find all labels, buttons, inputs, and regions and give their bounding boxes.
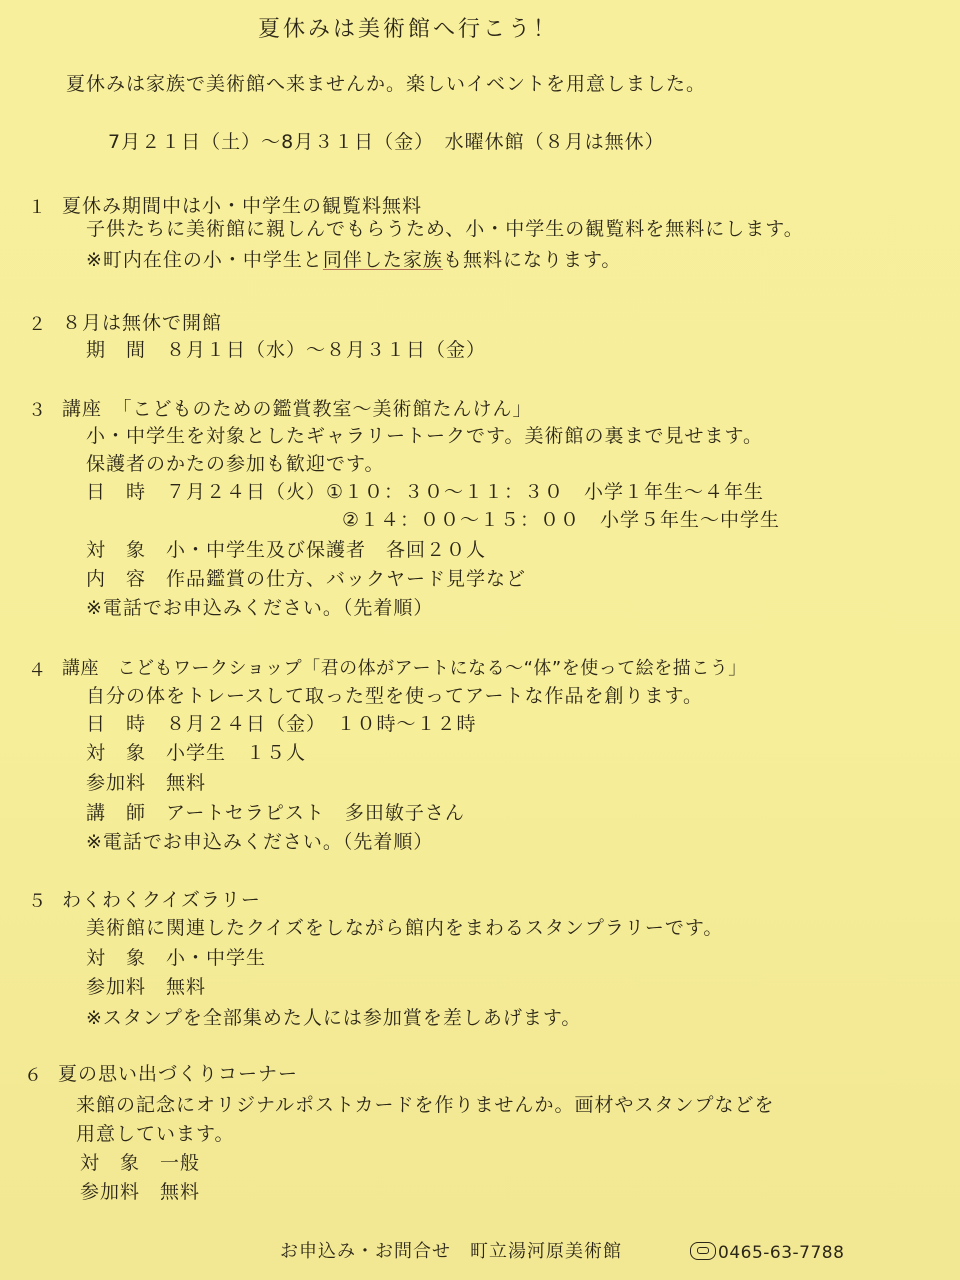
- section-3-line-2: 保護者のかたの参加も歓迎です。: [86, 453, 385, 475]
- section-3-line-6: 内 容 作品鑑賞の仕方、バックヤード見学など: [86, 568, 527, 590]
- footer-phone: 0465-63-7788: [718, 1243, 845, 1263]
- section-5-line-1: 美術館に関連したクイズをしながら館内をまわるスタンプラリーです。: [86, 917, 724, 939]
- section-4-number: ４: [28, 660, 47, 681]
- section-4-line-1: 自分の体をトレースして取った型を使ってアートな作品を創ります。: [86, 685, 703, 707]
- section-2-number: ２: [28, 314, 47, 335]
- event-period: 7月２１日（土）～8月３１日（金） 水曜休館（８月は無休）: [108, 131, 665, 153]
- section-3-line-4: ②１４：００～１５：００ 小学５年生～中学生: [342, 509, 781, 531]
- section-1-line-1: 子供たちに美術館に親しんでもらうため、小・中学生の観覧料を無料にします。: [86, 218, 804, 240]
- section-6-line-2: 用意しています。: [76, 1123, 235, 1145]
- telephone-icon: [690, 1242, 716, 1260]
- section-3-line-7: ※電話でお申込みください。（先着順）: [86, 597, 434, 619]
- footer-contact: お申込み・お問合せ 町立湯河原美術館: [280, 1241, 622, 1262]
- section-1-note-underlined: 同伴した家族: [322, 249, 443, 271]
- section-3-line-3: 日 時 ７月２４日（火）①１０：３０～１１：３０ 小学１年生～４年生: [86, 481, 765, 503]
- section-6-heading: 夏の思い出づくりコーナー: [58, 1063, 299, 1085]
- section-5-line-2: 対 象 小・中学生: [86, 947, 267, 969]
- section-4-heading: 講座 こどもワークショップ「君の体がアートになる～“体”を使って絵を描こう」: [62, 658, 747, 679]
- section-1-note-start: ※町内在住の小・中学生と: [86, 249, 323, 271]
- section-4-line-5: 講 師 アートセラピスト 多田敏子さん: [86, 802, 465, 824]
- section-4-line-2: 日 時 ８月２４日（金） １０時～１２時: [86, 713, 477, 735]
- section-1-heading: 夏休み期間中は小・中学生の観覧料無料: [62, 195, 423, 217]
- section-1-line-2: [86, 248, 621, 272]
- page-title: 夏休みは美術館へ行こう！: [258, 17, 559, 42]
- section-6-number: ６: [24, 1065, 43, 1086]
- section-4-line-6: ※電話でお申込みください。（先着順）: [86, 831, 434, 853]
- section-2-heading: ８月は無休で開館: [62, 312, 223, 334]
- section-2-line-1: 期 間 ８月１日（水）～８月３１日（金）: [86, 339, 487, 361]
- intro-text: 夏休みは家族で美術館へ来ませんか。楽しいイベントを用意しました。: [66, 73, 707, 95]
- section-5-line-4: ※スタンプを全部集めた人には参加賞を差しあげます。: [86, 1007, 582, 1029]
- section-1-note-end: も無料になります。: [442, 249, 622, 271]
- section-6-line-3: 対 象 一般: [80, 1152, 201, 1174]
- section-3-number: ３: [28, 400, 47, 421]
- section-3-line-5: 対 象 小・中学生及び保護者 各回２０人: [86, 539, 487, 561]
- section-5-line-3: 参加料 無料: [86, 976, 207, 998]
- footer-phone-wrap: [690, 1241, 844, 1265]
- section-4-line-3: 対 象 小学生 １５人: [86, 742, 307, 764]
- section-6-line-4: 参加料 無料: [80, 1181, 201, 1203]
- section-1-number: １: [28, 197, 47, 218]
- section-5-number: ５: [28, 891, 47, 912]
- section-4-line-4: 参加料 無料: [86, 772, 207, 794]
- section-3-line-1: 小・中学生を対象としたギャラリートークです。美術館の裏まで見せます。: [86, 425, 763, 447]
- section-3-heading: 講座 「こどものための鑑賞教室～美術館たんけん」: [62, 398, 533, 420]
- section-6-line-1: 来館の記念にオリジナルポストカードを作りませんか。画材やスタンプなどを: [76, 1094, 775, 1116]
- section-5-heading: わくわくクイズラリー: [62, 889, 261, 911]
